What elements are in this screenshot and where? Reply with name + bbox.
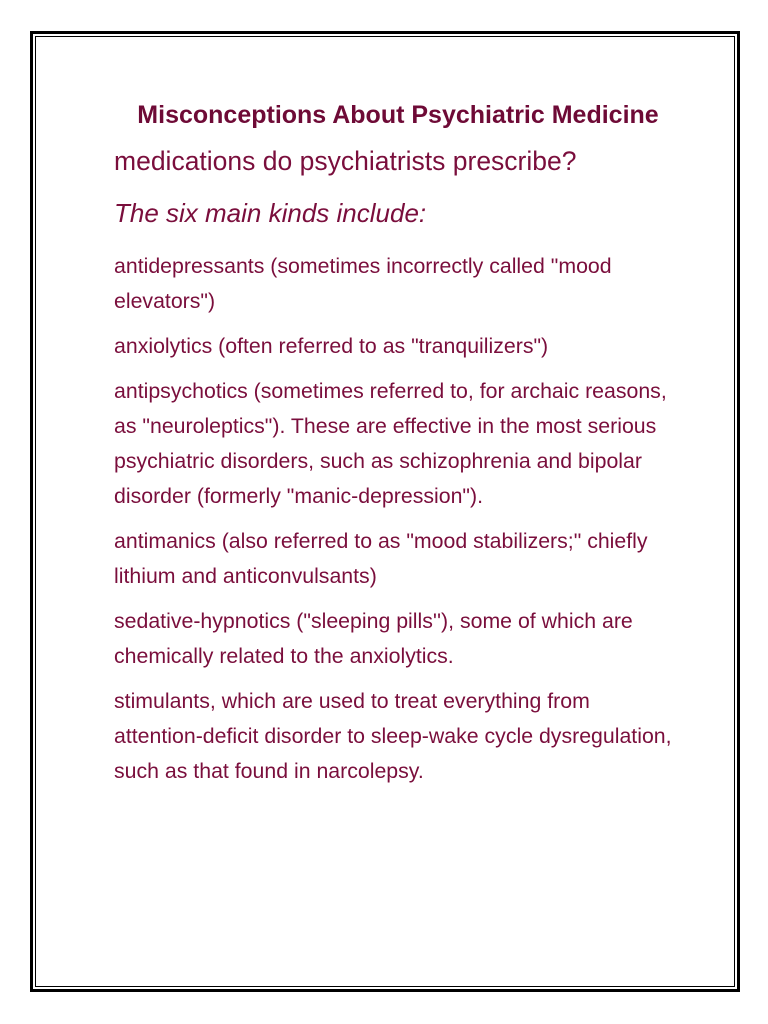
question-text: medications do psychiatrists prescribe? bbox=[114, 146, 577, 176]
medication-kinds-list bbox=[114, 249, 674, 789]
kind-stimulants: stimulants, which are used to treat everything from attention-deficit disorder to sleep-wake cycle dysregulation, such as that found in narcolepsy. bbox=[114, 689, 672, 783]
document-body bbox=[114, 94, 674, 799]
kind-antidepressants: antidepressants (sometimes incorrectly called "mood elevators") bbox=[114, 254, 612, 313]
kind-antimanics: antimanics (also referred to as "mood stabilizers;" chiefly lithium and anticonvulsants) bbox=[114, 529, 648, 588]
document-title: Misconceptions About Psychiatric Medicine bbox=[137, 101, 659, 129]
kind-sedative-hypnotics: sedative-hypnotics ("sleeping pills''), some of which are chemically related to the anxiolytics. bbox=[114, 609, 633, 668]
kind-anxiolytics: anxiolytics (often referred to as "tranquilizers") bbox=[114, 334, 549, 358]
kind-antipsychotics: antipsychotics (sometimes referred to, for archaic reasons, as "neuroleptics"). These are effective in the most serious psychiatric disorders, such as schizophrenia and bipolar disorder (formerly "manic-depression"). bbox=[114, 379, 667, 508]
intro-text: The six main kinds include: bbox=[114, 198, 427, 228]
